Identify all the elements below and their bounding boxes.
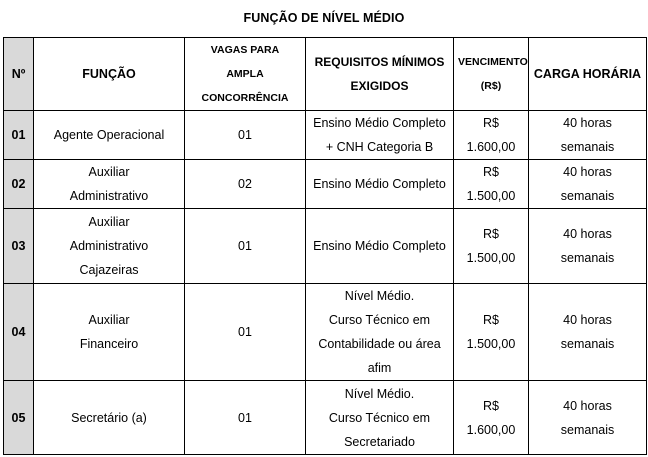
- row-num: 05: [4, 381, 34, 455]
- row-vencimento: R$ 1.600,00: [454, 111, 529, 160]
- table-row: [4, 111, 647, 160]
- header-row: [4, 38, 647, 111]
- table-row: [4, 160, 647, 209]
- row-vencimento: R$ 1.600,00: [454, 381, 529, 455]
- row-vencimento: R$ 1.500,00: [454, 284, 529, 381]
- header-vagas: VAGAS PARA AMPLA CONCORRÊNCIA: [185, 38, 306, 111]
- row-carga: 40 horas semanais: [529, 209, 647, 284]
- row-vencimento: R$ 1.500,00: [454, 209, 529, 284]
- table-row: [4, 381, 647, 455]
- row-num: 02: [4, 160, 34, 209]
- row-vagas: 01: [185, 209, 306, 284]
- row-carga: 40 horas semanais: [529, 284, 647, 381]
- positions-table: [3, 37, 647, 455]
- row-vagas: 01: [185, 381, 306, 455]
- row-num: 04: [4, 284, 34, 381]
- header-requisitos: REQUISITOS MÍNIMOS EXIGIDOS: [306, 38, 454, 111]
- row-vagas: 01: [185, 284, 306, 381]
- row-num: 03: [4, 209, 34, 284]
- row-requisitos: Ensino Médio Completo + CNH Categoria B: [306, 111, 454, 160]
- table-row: [4, 209, 647, 284]
- row-vagas: 01: [185, 111, 306, 160]
- header-vencimento: VENCIMENTO (R$): [454, 38, 529, 111]
- row-requisitos: Nível Médio. Curso Técnico em Secretariado: [306, 381, 454, 455]
- row-funcao: Auxiliar Administrativo Cajazeiras: [34, 209, 185, 284]
- row-funcao: Auxiliar Financeiro: [34, 284, 185, 381]
- row-num: 01: [4, 111, 34, 160]
- row-vagas: 02: [185, 160, 306, 209]
- row-carga: 40 horas semanais: [529, 111, 647, 160]
- row-requisitos: Nível Médio. Curso Técnico em Contabilidade ou área afim: [306, 284, 454, 381]
- row-carga: 40 horas semanais: [529, 160, 647, 209]
- header-carga: CARGA HORÁRIA: [529, 38, 647, 111]
- row-carga: 40 horas semanais: [529, 381, 647, 455]
- table-row: [4, 284, 647, 381]
- row-funcao: Agente Operacional: [34, 111, 185, 160]
- row-funcao: Auxiliar Administrativo: [34, 160, 185, 209]
- row-funcao: Secretário (a): [34, 381, 185, 455]
- header-funcao: FUNÇÃO: [34, 38, 185, 111]
- header-num: Nº: [4, 38, 34, 111]
- row-requisitos: Ensino Médio Completo: [306, 160, 454, 209]
- table-title: FUNÇÃO DE NÍVEL MÉDIO: [243, 11, 405, 25]
- row-vencimento: R$ 1.500,00: [454, 160, 529, 209]
- row-requisitos: Ensino Médio Completo: [306, 209, 454, 284]
